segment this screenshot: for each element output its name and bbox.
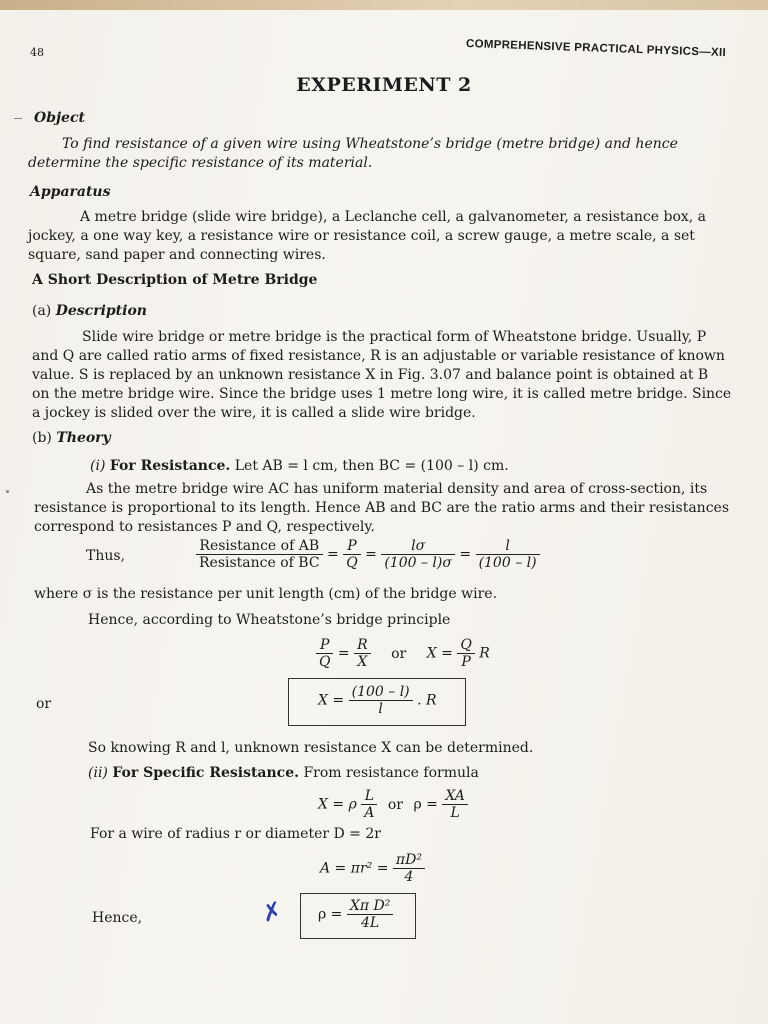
eq1-frac-sigma	[381, 538, 455, 571]
eq1-num2: P	[343, 538, 360, 555]
eq5-den: 4	[404, 869, 414, 885]
eq2-or: or	[391, 645, 407, 662]
eq2-p2: P	[461, 654, 471, 670]
thus-label: Thus,	[86, 548, 126, 564]
eq6-frac	[347, 898, 393, 931]
experiment-title: EXPERIMENT 2	[296, 74, 472, 96]
eq3-frac	[349, 684, 413, 717]
eq1-num3: lσ	[381, 538, 455, 555]
description-heading	[32, 303, 147, 319]
theory-line-1: As the metre bridge wire AC has uniform material density and area of cross-section, its	[86, 481, 708, 497]
eq4-rho: ρ =	[413, 796, 438, 813]
resistance-label: (i)	[90, 458, 106, 474]
description-title: Description	[55, 303, 147, 319]
eq2-frac-q-p	[457, 637, 474, 670]
eq4-den2: L	[450, 805, 460, 821]
hence-principle-line: Hence, according to Wheatstone’s bridge principle	[88, 612, 451, 628]
specific-heading: For Specific Resistance.	[112, 765, 299, 781]
eq4-lhs: X = ρ	[318, 796, 357, 813]
eq5-num: πD²	[393, 852, 425, 869]
short-description-heading: A Short Description of Metre Bridge	[32, 272, 318, 288]
theory-label: (b)	[32, 430, 52, 446]
equation-bridge-principle: $\frac{P}{Q}$ = $\frac{R}{X}$ or X = $\frac{Q}{P}$ R	[316, 637, 490, 670]
description-line-1: Slide wire bridge or metre bridge is the practical form of Wheatstone bridge. Usually, P	[82, 329, 707, 345]
specific-resistance-line	[88, 765, 479, 781]
equation-ratio: $\frac{\text{Resistance of AB}}{\text{Resistance of BC}}$ = $\frac{P}{Q}$ = $\frac{l\sigma}{(100 - l)\sigma}$ = $\frac{l}{(100 - l)}$	[196, 538, 540, 571]
eq2-r2: R	[479, 645, 490, 662]
eq4-frac-l-a	[361, 788, 377, 821]
eq4-frac-xa-l	[442, 788, 468, 821]
equation-area	[320, 852, 425, 885]
eq4-num1: L	[361, 788, 377, 805]
hence-label: Hence,	[92, 910, 143, 926]
description-line-2: and Q are called ratio arms of fixed resistance, R is an adjustable or variable resistance of known	[32, 348, 725, 364]
page-number: 48	[30, 46, 44, 59]
object-heading: Object	[34, 110, 85, 126]
where-sigma-line: where σ is the resistance per unit length (cm) of the bridge wire.	[34, 586, 498, 602]
margin-speck	[6, 490, 9, 493]
page-top-edge	[0, 0, 768, 10]
apparatus-heading: Apparatus	[30, 184, 111, 200]
eq5-frac	[393, 852, 425, 885]
eq3-x: X	[318, 692, 328, 709]
eq4-den1: A	[364, 805, 375, 821]
description-line-4: on the metre bridge wire. Since the bridge uses 1 metre long wire, it is called metre bridge. Since	[32, 386, 732, 402]
eq5-lhs: A = πr² =	[320, 860, 389, 877]
eq6-num: Xπ D²	[347, 898, 393, 915]
eq1-den2: Q	[346, 555, 358, 571]
equation-resistance-formula	[318, 788, 468, 821]
theory-line-3: correspond to resistances P and Q, respectively.	[34, 519, 375, 535]
eq1-num1: Resistance of AB	[196, 538, 323, 555]
resistance-line	[90, 458, 509, 474]
eq1-den1: Resistance of BC	[199, 555, 320, 571]
eq1-den3: (100 – l)σ	[384, 555, 452, 571]
theory-line-2: resistance is proportional to its length. Hence AB and BC are the ratio arms and their resistances	[34, 500, 730, 516]
running-head: COMPREHENSIVE PRACTICAL PHYSICS—XII	[465, 38, 727, 60]
eq6-den: 4L	[361, 915, 380, 931]
resistance-heading: For Resistance.	[109, 458, 231, 474]
eq1-frac-p-q	[343, 538, 360, 571]
eq2-frac-p-q	[316, 637, 333, 670]
eq2-q2: Q	[457, 637, 474, 654]
eq2-x: X	[357, 654, 368, 670]
so-knowing-line: So knowing R and l, unknown resistance X can be determined.	[88, 740, 534, 756]
apparatus-line-1: A metre bridge (slide wire bridge), a Leclanche cell, a galvanometer, a resistance box, a	[80, 209, 707, 225]
eq3-r: . R	[417, 692, 437, 709]
eq2-p: P	[316, 637, 333, 654]
theory-title: Theory	[56, 430, 111, 446]
or-label: or	[36, 696, 52, 712]
object-line-2: determine the specific resistance of its material.	[28, 155, 373, 171]
specific-label: (ii)	[88, 765, 108, 781]
eq2-x2: X	[426, 645, 437, 662]
specific-text: From resistance formula	[303, 765, 479, 781]
resistance-text: Let AB = l cm, then BC = (100 – l) cm.	[234, 458, 509, 474]
radius-line: For a wire of radius r or diameter D = 2r	[90, 826, 381, 842]
apparatus-line-3: square, sand paper and connecting wires.	[28, 247, 326, 263]
eq4-num2: XA	[442, 788, 468, 805]
eq2-frac-r-x	[354, 637, 371, 670]
eq1-num4: l	[476, 538, 540, 555]
eq1-frac-l	[476, 538, 540, 571]
eq3-den: l	[378, 701, 383, 717]
eq6-lhs: ρ =	[318, 906, 343, 923]
eq2-q: Q	[319, 654, 331, 670]
eq3-num: (100 – l)	[349, 684, 413, 701]
eq1-den4: (100 – l)	[478, 555, 537, 571]
theory-heading	[32, 430, 111, 446]
apparatus-line-2: jockey, a one way key, a resistance wire or resistance coil, a screw gauge, a metre scale, a set	[28, 228, 695, 244]
margin-pencil-mark	[14, 118, 22, 119]
description-line-5: a jockey is slided over the wire, it is called a slide wire bridge.	[32, 405, 476, 421]
equation-specific-resistance	[318, 898, 393, 931]
object-line-1: To find resistance of a given wire using Wheatstone’s bridge (metre bridge) and hence	[62, 136, 678, 152]
description-line-3: value. S is replaced by an unknown resistance X in Fig. 3.07 and balance point is obtained at B	[32, 367, 709, 383]
equation-x: X = $\frac{(100 - l)}{l}$ . R	[318, 684, 437, 717]
eq4-or: or	[387, 796, 403, 813]
description-label: (a)	[32, 303, 52, 319]
eq2-r: R	[354, 637, 371, 654]
eq1-frac-ab-bc	[196, 538, 323, 571]
pen-tick-mark-icon: ✗	[258, 895, 286, 929]
